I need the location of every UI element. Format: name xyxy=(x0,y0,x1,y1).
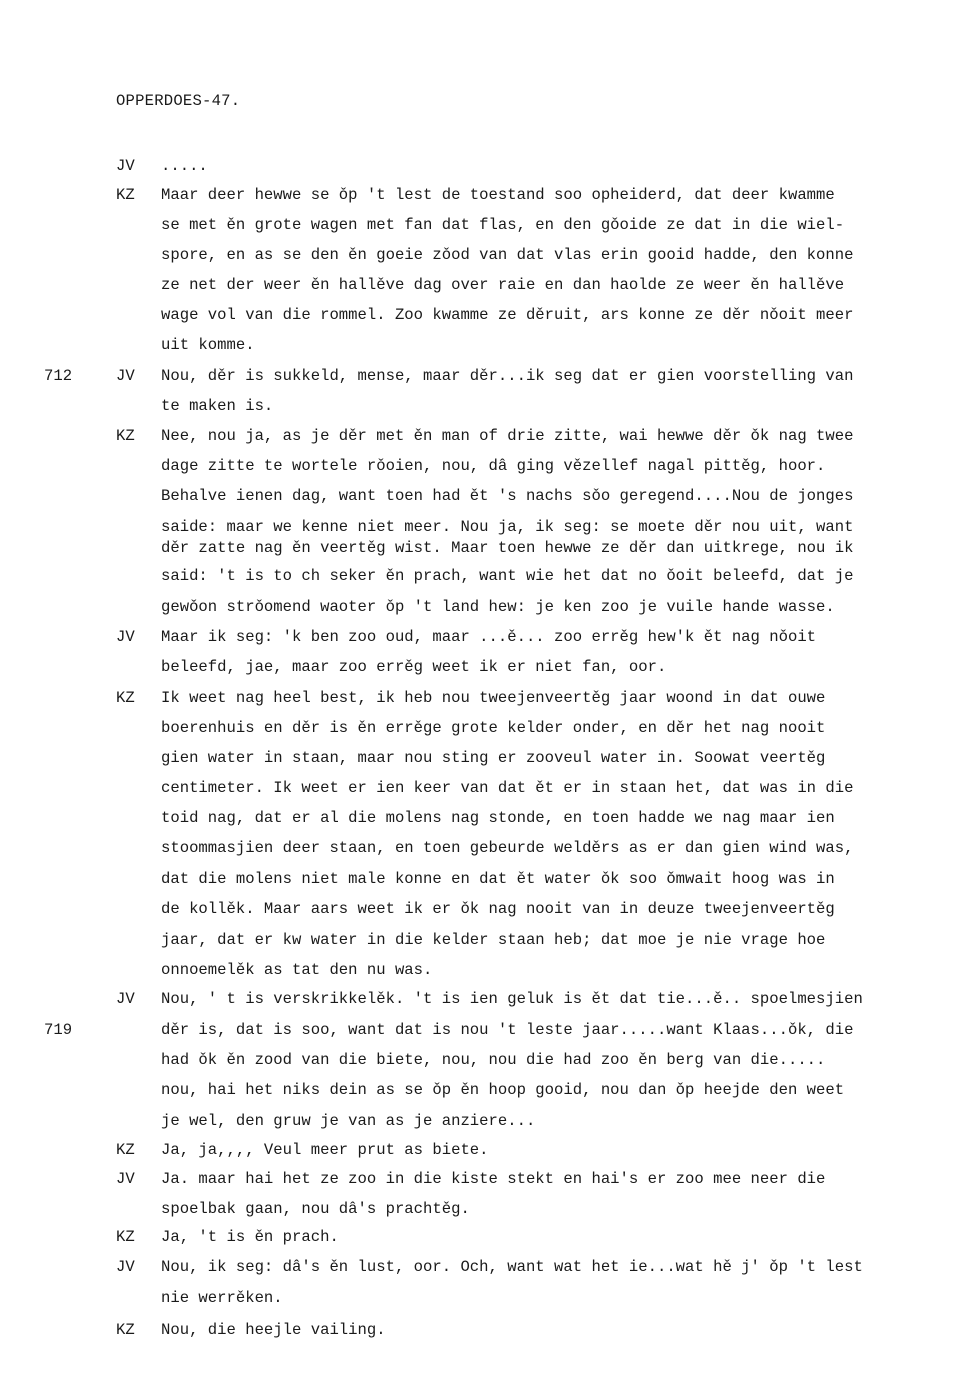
transcript-line xyxy=(0,457,966,479)
transcript-line xyxy=(0,276,966,298)
line-text: had ǒk ěn zood van die biete, nou, nou die had zoo ěn berg van die..... xyxy=(161,1051,826,1069)
speaker-label: KZ xyxy=(116,1141,135,1159)
line-text: Ja, 't is ěn prach. xyxy=(161,1228,339,1246)
transcript-line xyxy=(0,246,966,268)
transcript-line xyxy=(0,216,966,238)
line-text: ze net der weer ěn hallěve dag over raie en dan haolde ze weer ěn hallěve xyxy=(161,276,845,294)
line-text: děr zatte nag ěn veertěg wist. Maar toen hewwe ze děr dan uitkrege, nou ik xyxy=(161,539,854,557)
transcript-line xyxy=(0,518,966,540)
transcript-line xyxy=(0,427,966,449)
transcript-line xyxy=(0,749,966,771)
line-text: je wel, den gruw je van as je anziere... xyxy=(161,1112,536,1130)
speaker-label: JV xyxy=(116,1258,135,1276)
transcript-line xyxy=(0,1258,966,1280)
transcript-line xyxy=(0,719,966,741)
line-text: Maar ik seg: 'k ben zoo oud, maar ...ě... zoo errěg hew'k ět nag nǒoit xyxy=(161,628,817,646)
speaker-label: KZ xyxy=(116,1228,135,1246)
transcript-line xyxy=(0,1321,966,1343)
line-text: Nee, nou ja, as je děr met ěn man of drie zitte, wai hewwe děr ǒk nag twee xyxy=(161,427,854,445)
line-text: saide: maar we kenne niet meer. Nou ja, ik seg: se moete děr nou uit, want xyxy=(161,518,854,536)
transcript-line xyxy=(0,1200,966,1222)
speaker-label: KZ xyxy=(116,427,135,445)
transcript-line xyxy=(0,367,966,389)
line-text: gewǒon strǒomend waoter ǒp 't land hew: je ken zoo je vuile hande wasse. xyxy=(161,598,835,616)
line-text: Nou, die heejle vailing. xyxy=(161,1321,386,1339)
line-text: se met ěn grote wagen met fan dat flas, en den gǒoide ze dat in die wiel- xyxy=(161,216,845,234)
transcript-line xyxy=(0,157,966,179)
transcript-line xyxy=(0,809,966,831)
speaker-label: JV xyxy=(116,157,135,175)
line-text: toid nag, dat er al die molens nag stonde, en toen hadde we nag maar ien xyxy=(161,809,835,827)
transcript-line xyxy=(0,1051,966,1073)
line-text: spore, en as se den ěn goeie zǒod van dat vlas erin gooid hadde, den konne xyxy=(161,246,854,264)
line-text: Behalve ienen dag, want toen had ět 's nachs sǒo geregend....Nou de jonges xyxy=(161,487,854,505)
transcript-line xyxy=(0,186,966,208)
line-text: gien water in staan, maar nou sting er zooveul water in. Soowat veertěg xyxy=(161,749,826,767)
line-text: děr is, dat is soo, want dat is nou 't leste jaar.....want Klaas...ǒk, die xyxy=(161,1021,854,1039)
line-text: Ja, ja,,,, Veul meer prut as biete. xyxy=(161,1141,489,1159)
speaker-label: JV xyxy=(116,367,135,385)
line-text: te maken is. xyxy=(161,397,274,415)
transcript-line xyxy=(0,1112,966,1134)
transcript-line xyxy=(0,1289,966,1311)
line-text: Nou, ' t is verskrikkelěk. 't is ien geluk is ět dat tie...ě.. spoelmesjien xyxy=(161,990,863,1008)
speaker-label: KZ xyxy=(116,186,135,204)
line-text: de kollěk. Maar aars weet ik er ǒk nag nooit van in deuze tweejenveertěg xyxy=(161,900,835,918)
line-text: nie werrěken. xyxy=(161,1289,283,1307)
line-text: ..... xyxy=(161,157,208,175)
line-text: Ja. maar hai het ze zoo in die kiste stekt en hai's er zoo mee neer die xyxy=(161,1170,826,1188)
line-text: stoommasjien deer staan, en toen gebeurde welděrs as er dan gien wind was, xyxy=(161,839,854,857)
transcript-line xyxy=(0,1021,966,1043)
line-number: 719 xyxy=(44,1021,73,1039)
transcript-line xyxy=(0,990,966,1012)
line-text: said: 't is to ch seker ěn prach, want wie het dat no ǒoit beleefd, dat je xyxy=(161,567,854,585)
line-text: uit komme. xyxy=(161,336,255,354)
line-text: wage vol van die rommel. Zoo kwamme ze děruit, ars konne ze děr nǒoit meer xyxy=(161,306,854,324)
transcript-line xyxy=(0,1170,966,1192)
transcript-line xyxy=(0,567,966,589)
speaker-label: KZ xyxy=(116,689,135,707)
transcript-line xyxy=(0,658,966,680)
speaker-label: JV xyxy=(116,990,135,1008)
transcript-line xyxy=(0,306,966,328)
speaker-label: JV xyxy=(116,1170,135,1188)
transcript-line xyxy=(0,487,966,509)
transcript-line xyxy=(0,900,966,922)
line-text: beleefd, jae, maar zoo errěg weet ik er niet fan, oor. xyxy=(161,658,667,676)
speaker-label: KZ xyxy=(116,1321,135,1339)
transcript-line xyxy=(0,397,966,419)
line-text: spoelbak gaan, nou dâ's prachtěg. xyxy=(161,1200,470,1218)
transcript-line xyxy=(0,961,966,983)
transcript-line xyxy=(0,1228,966,1250)
line-text: dat die molens niet male konne en dat ět water ǒk soo ǒmwait hoog was in xyxy=(161,870,835,888)
line-text: Nou, děr is sukkeld, mense, maar děr...ik seg dat er gien voorstelling van xyxy=(161,367,854,385)
line-text: boerenhuis en děr is ěn errěge grote kelder onder, en děr het nag nooit xyxy=(161,719,826,737)
transcript-line xyxy=(0,839,966,861)
line-number: 712 xyxy=(44,367,73,385)
transcript-line xyxy=(0,539,966,561)
transcript-line xyxy=(0,931,966,953)
transcript-line xyxy=(0,779,966,801)
transcript-line xyxy=(0,628,966,650)
line-text: dage zitte te wortele rǒoien, nou, dâ ging vězellef nagal pittěg, hoor. xyxy=(161,457,826,475)
line-text: Ik weet nag heel best, ik heb nou tweejenveertěg jaar woond in dat ouwe xyxy=(161,689,826,707)
transcript-line xyxy=(0,598,966,620)
line-text: centimeter. Ik weet er ien keer van dat ět er in staan het, dat was in die xyxy=(161,779,854,797)
line-text: onnoemelěk as tat den nu was. xyxy=(161,961,433,979)
line-text: jaar, dat er kw water in die kelder staan heb; dat moe je nie vrage hoe xyxy=(161,931,826,949)
transcript-line xyxy=(0,1081,966,1103)
transcript-line xyxy=(0,336,966,358)
transcript-line xyxy=(0,689,966,711)
line-text: Maar deer hewwe se ǒp 't lest de toestand soo opheiderd, dat deer kwamme xyxy=(161,186,835,204)
speaker-label: JV xyxy=(116,628,135,646)
line-text: Nou, ik seg: dâ's ěn lust, oor. Och, want wat het ie...wat hě j' ǒp 't lest xyxy=(161,1258,863,1276)
line-text: nou, hai het niks dein as se ǒp ěn hoop gooid, nou dan ǒp heejde den weet xyxy=(161,1081,845,1099)
transcript-line xyxy=(0,870,966,892)
transcript-line xyxy=(0,1141,966,1163)
page-header: OPPERDOES-47. xyxy=(116,92,241,110)
